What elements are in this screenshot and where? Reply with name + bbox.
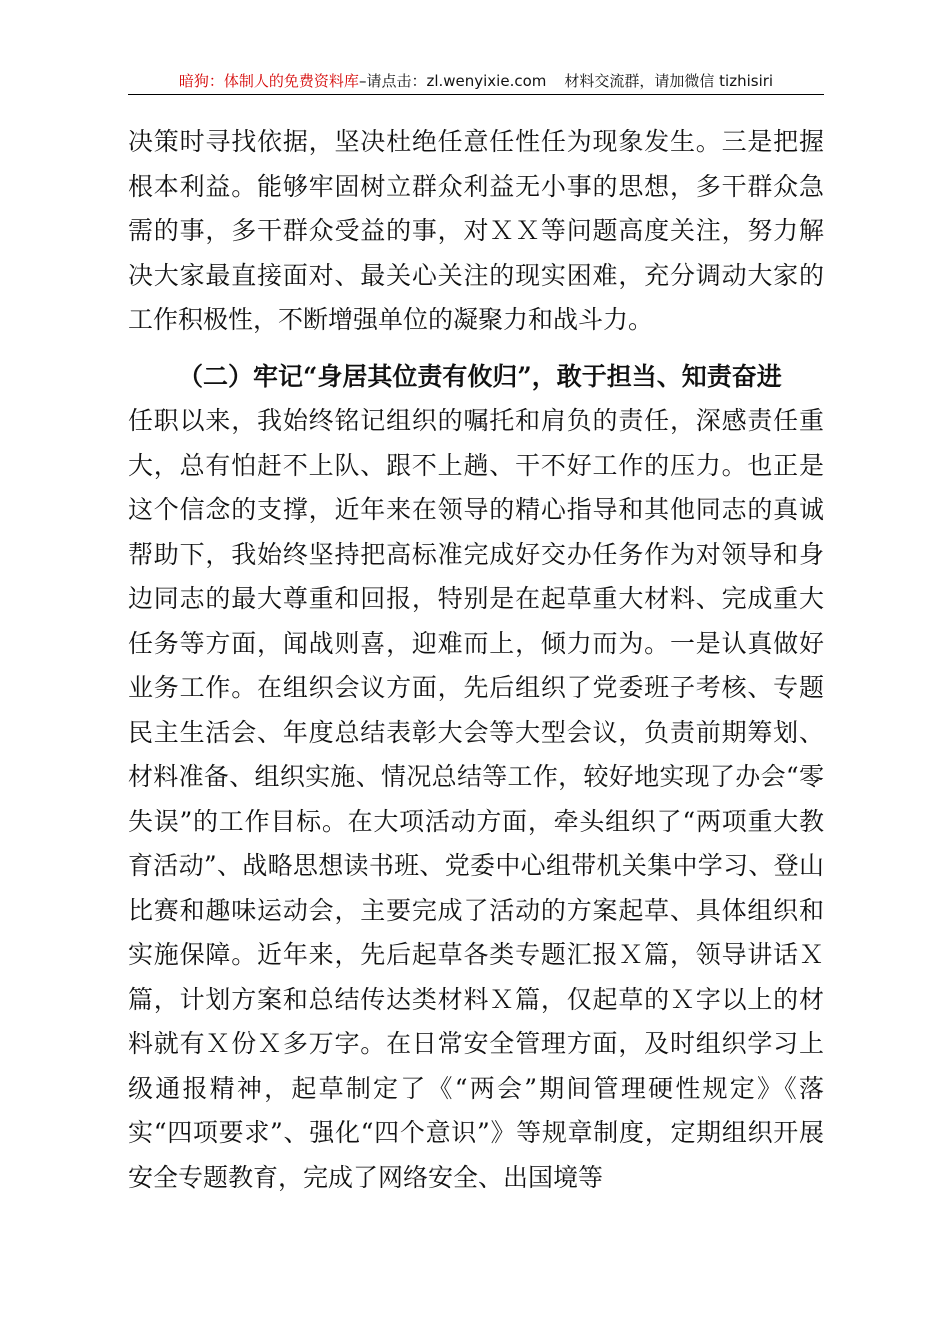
section-body-paragraph: 任职以来，我始终铭记组织的嘱托和肩负的责任，深感责任重大，总有怕赶不上队、跟不上趟、干不好工作的压力。也正是这个信念的支撑，近年来在领导的精心指导和其他同志的真诚帮助下，我始终坚持把高标准完成好交办任务作为对领导和身边同志的最大尊重和回报，特别是在起草重大材料、完成重大任务等方面，闻战则喜，迎难而上，倾力而为。一是认真做好业务工作。在组织会议方面，先后组织了党委班子考核、专题民主生活会、年度总结表彰大会等大型会议，负责前期筹划、材料准备、组织实施、情况总结等工作，较好地实现了办会“零失误”的工作目标。在大项活动方面，牵头组织了“两项重大教育活动”、战略思想读书班、党委中心组带机关集中学习、登山比赛和趣味运动会，主要完成了活动的方案起草、具体组织和实施保障。近年来，先后起草各类专题汇报Ｘ篇，领导讲话Ｘ篇，计划方案和总结传达类材料Ｘ篇，仅起草的Ｘ字以上的材料就有Ｘ份Ｘ多万字。在日常安全管理方面，及时组织学习上级通报精神，起草制定了《“两会”期间管理硬性规定》《落实“四项要求”、强化“四个意识”》等规章制度，定期组织开展安全专题教育，完成了网络安全、出国境等 bbox=[128, 406, 824, 1192]
section-heading: （二）牢记“身居其位责有攸归”，敢于担当、知责奋进 bbox=[178, 361, 782, 391]
site-link[interactable]: zl.wenyixie.com bbox=[426, 72, 547, 90]
document-body bbox=[128, 120, 824, 1200]
link-prefix: –请点击： bbox=[358, 72, 427, 90]
paragraph-continued: 决策时寻找依据，坚决杜绝任意任性任为现象发生。三是把握根本利益。能够牢固树立群众利益无小事的思想，多干群众急需的事，多干群众受益的事，对ＸＸ等问题高度关注，努力解决大家最直接面对、最关心关注的现实困难，充分调动大家的工作积极性，不断增强单位的凝聚力和战斗力。 bbox=[128, 127, 824, 334]
site-name: 暗狗：体制人的免费资料库 bbox=[178, 72, 359, 90]
page-header bbox=[128, 68, 824, 95]
contact-text: 材料交流群，请加微信 tizhisiri bbox=[564, 72, 774, 90]
